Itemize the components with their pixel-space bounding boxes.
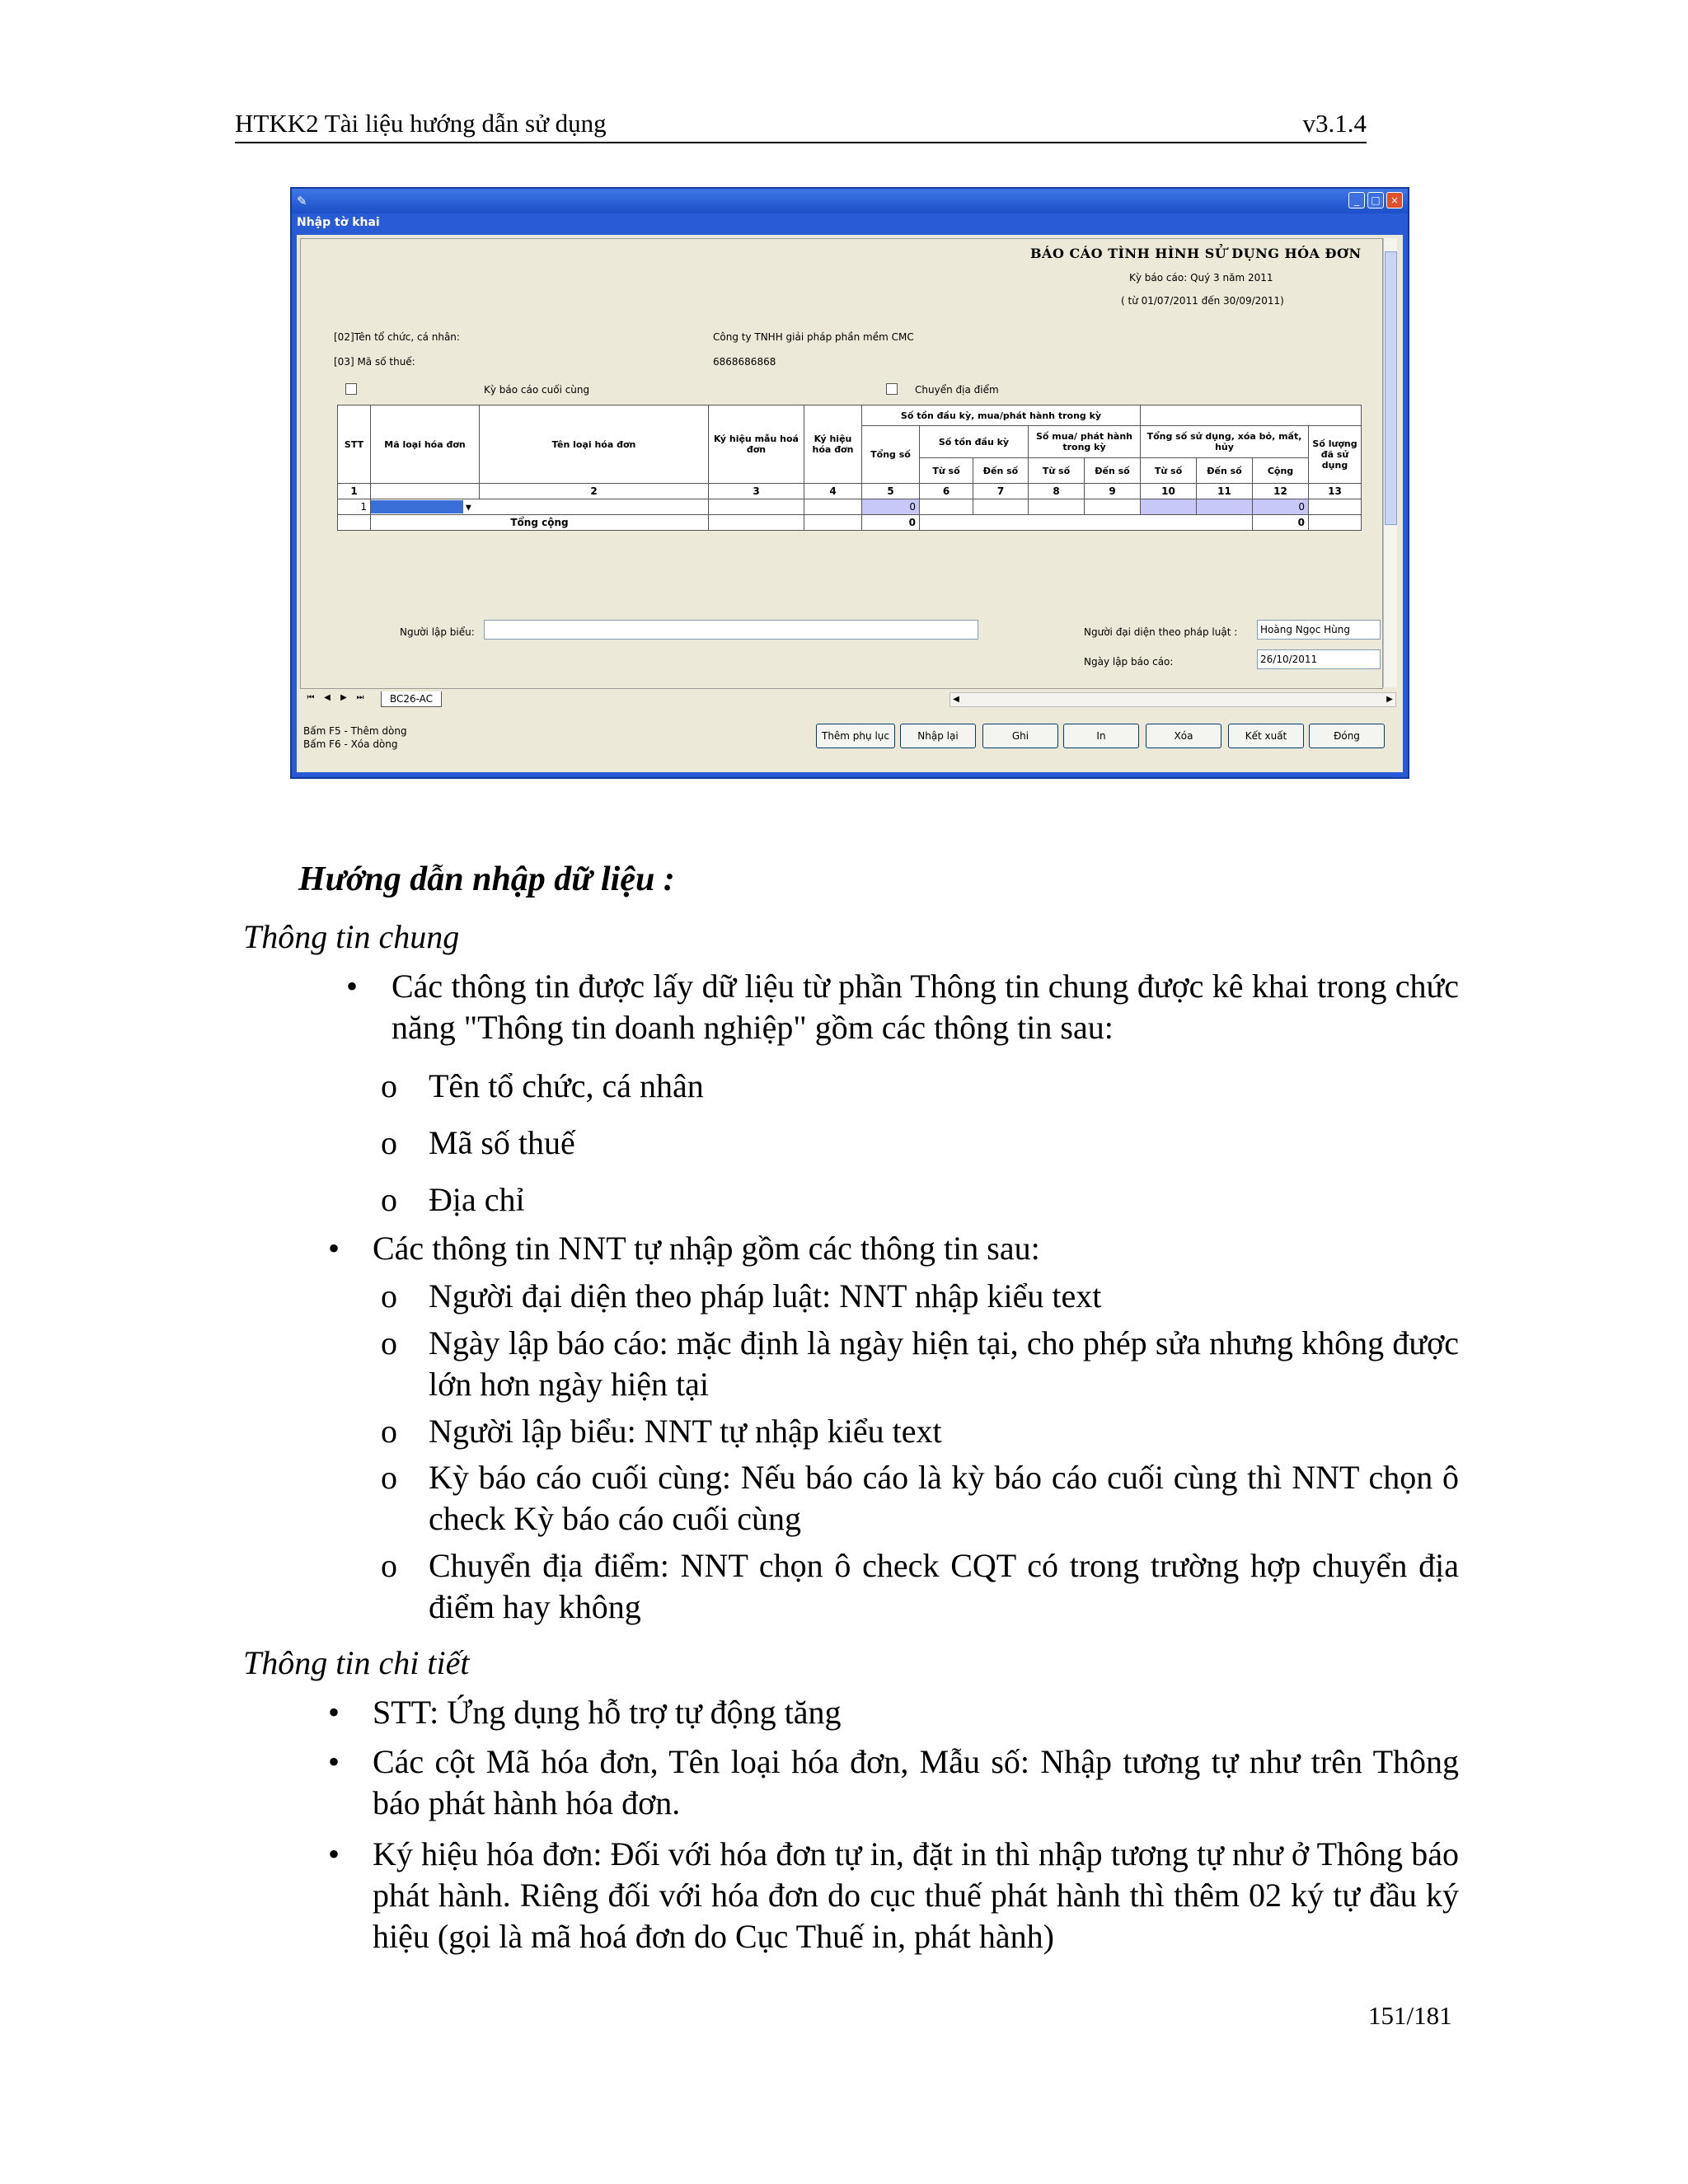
used-qty-cell[interactable]	[1309, 499, 1362, 515]
tax-label: [03] Mã số thuế:	[334, 356, 415, 368]
save-button[interactable]: Ghi	[982, 724, 1058, 748]
section-heading: Hướng dẫn nhập dữ liệu :	[298, 860, 675, 898]
col-number: 5	[862, 484, 920, 499]
circle-bullet-icon: o	[381, 1067, 397, 1104]
template-symbol-cell[interactable]	[709, 499, 804, 515]
header-total: Tổng số	[862, 426, 920, 484]
circle-bullet-icon: o	[381, 1277, 397, 1315]
list-item: Ngày lập báo cáo: mặc định là ngày hiện tại, cho phép sửa nhưng không được lớn hơn ngày hiện tại	[429, 1324, 1459, 1403]
header-to-2: Đến số	[1085, 458, 1141, 484]
representative-input[interactable]: Hoàng Ngọc Hùng	[1257, 620, 1381, 640]
report-date-label: Ngày lập báo cáo:	[1084, 656, 1174, 668]
move-location-label: Chuyển địa điểm	[915, 384, 999, 396]
scroll-right-icon[interactable]: ▶	[1386, 695, 1393, 704]
col-number: 11	[1197, 484, 1253, 499]
list-item: Các thông tin được lấy dữ liệu từ phần Thông tin chung được kê khai trong chức năng "Thông tin doanh nghiệp" gồm các thông tin sau:	[392, 968, 1459, 1046]
total-label: Tổng cộng	[371, 515, 709, 531]
app-window	[290, 187, 1409, 779]
header-opening: Số tồn đầu kỳ	[920, 426, 1029, 458]
window-body	[297, 235, 1403, 772]
col-number: 1	[338, 484, 371, 499]
list-item: Các cột Mã hóa đơn, Tên loại hóa đơn, Mẫu số: Nhập tương tự như trên Thông báo phát hành hóa đơn.	[373, 1743, 1459, 1821]
last-period-label: Kỳ báo cáo cuối cùng	[484, 384, 590, 396]
row-sum: 0	[1253, 499, 1309, 515]
header-used-qty: Số lượng đã sử dụng	[1309, 426, 1362, 484]
tax-value: 6868686868	[713, 356, 776, 368]
to-cell[interactable]	[1085, 499, 1141, 515]
header-invoice-code: Mã loại hóa đơn	[371, 405, 480, 484]
org-label: [02]Tên tổ chức, cá nhân:	[334, 331, 460, 343]
circle-bullet-icon: o	[381, 1547, 397, 1584]
header-used-total: Tổng số sử dụng, xóa bỏ, mất, hủy	[1141, 426, 1309, 458]
list-item: Tên tổ chức, cá nhân	[429, 1067, 704, 1104]
list-item: Người lập biểu: NNT tự nhập kiểu text	[429, 1413, 942, 1450]
delete-button[interactable]: Xóa	[1146, 724, 1221, 748]
close-icon[interactable]: ×	[1386, 192, 1403, 209]
prev-sheet-icon[interactable]: ◀	[324, 693, 331, 702]
export-button[interactable]: Kết xuất	[1228, 724, 1304, 748]
col-number	[371, 484, 480, 499]
move-location-checkbox[interactable]	[886, 383, 898, 395]
header-sum: Cộng	[1253, 458, 1309, 484]
invoice-code-dropdown[interactable]	[371, 499, 709, 515]
last-sheet-icon[interactable]: ⏭	[356, 693, 364, 702]
circle-bullet-icon: o	[381, 1181, 397, 1218]
next-sheet-icon[interactable]: ▶	[340, 693, 347, 702]
to-cell[interactable]	[973, 499, 1029, 515]
header-blank	[1141, 405, 1362, 426]
sheet-tab-bar	[300, 689, 1396, 709]
col-number: 13	[1309, 484, 1362, 499]
header-from-2: Từ số	[1029, 458, 1085, 484]
col-number: 12	[1253, 484, 1309, 499]
report-period: Kỳ báo cáo: Quý 3 năm 2011	[1129, 272, 1273, 284]
scroll-thumb[interactable]	[1385, 251, 1397, 525]
bullet-icon: •	[328, 1694, 340, 1731]
total-blank	[709, 515, 804, 531]
sheet-tab-bc26[interactable]: BC26-AC	[381, 691, 442, 707]
bullet-icon: •	[328, 1230, 340, 1267]
col-number: 7	[973, 484, 1029, 499]
col-number: 10	[1141, 484, 1197, 499]
chevron-down-icon[interactable]: ▼	[463, 504, 471, 513]
vertical-scrollbar[interactable]	[1383, 238, 1397, 687]
hint-add-row: Bấm F5 - Thêm dòng	[303, 725, 407, 737]
col-number: 2	[480, 484, 709, 499]
total-blank	[338, 515, 371, 531]
bullet-icon: •	[346, 968, 359, 1005]
window-title: Nhập tờ khai	[292, 213, 1408, 232]
col-number: 9	[1085, 484, 1141, 499]
hint-delete-row: Bấm F6 - Xóa dòng	[303, 738, 398, 750]
col-number: 4	[804, 484, 862, 499]
col-number: 6	[920, 484, 973, 499]
list-item: Kỳ báo cáo cuối cùng: Nếu báo cáo là kỳ báo cáo cuối cùng thì NNT chọn ô check Kỳ báo cáo cuối cùng	[429, 1459, 1459, 1537]
list-item: STT: Ứng dụng hỗ trợ tự động tăng	[373, 1694, 842, 1731]
horizontal-scrollbar[interactable]	[950, 692, 1396, 707]
first-sheet-icon[interactable]: ⏮	[307, 693, 315, 702]
used-from-cell	[1141, 499, 1197, 515]
report-date-input[interactable]: 26/10/2011	[1257, 649, 1381, 669]
header-version: v3.1.4	[1302, 109, 1367, 138]
header-from-1: Từ số	[920, 458, 973, 484]
from-cell[interactable]	[920, 499, 973, 515]
invoice-symbol-cell[interactable]	[804, 499, 862, 515]
row-stt: 1	[338, 499, 371, 515]
maximize-icon[interactable]: □	[1367, 192, 1384, 209]
header-opening-group: Số tồn đầu kỳ, mua/phát hành trong kỳ	[862, 405, 1141, 426]
list-item: Các thông tin NNT tự nhập gồm các thông tin sau:	[373, 1230, 1040, 1267]
header-invoice-name: Tên loại hóa đơn	[480, 405, 709, 484]
header-stt: STT	[338, 405, 371, 484]
total-blank	[804, 515, 862, 531]
from-cell[interactable]	[1029, 499, 1085, 515]
list-item: Chuyển địa điểm: NNT chọn ô check CQT có trong trường hợp chuyển địa điểm hay không	[429, 1547, 1459, 1625]
list-item: Người đại diện theo pháp luật: NNT nhập kiểu text	[429, 1277, 1102, 1315]
report-period-range: ( từ 01/07/2011 đến 30/09/2011)	[1121, 295, 1284, 307]
total-blank	[1309, 515, 1362, 531]
total-blank	[920, 515, 1253, 531]
print-button[interactable]: In	[1063, 724, 1139, 748]
invoice-table	[337, 405, 1362, 531]
list-item: Địa chỉ	[429, 1181, 525, 1218]
header-invoice-symbol: Ký hiệu hóa đơn	[804, 405, 862, 484]
page-header	[235, 105, 1367, 143]
col-number: 3	[709, 484, 804, 499]
bullet-icon: •	[328, 1743, 340, 1780]
report-form	[300, 238, 1383, 689]
circle-bullet-icon: o	[381, 1459, 397, 1496]
circle-bullet-icon: o	[381, 1413, 397, 1450]
window-titlebar	[292, 189, 1408, 213]
org-value: Công ty TNHH giải pháp phần mềm CMC	[713, 331, 914, 343]
header-to-3: Đến số	[1197, 458, 1253, 484]
list-item: Mã số thuế	[429, 1124, 575, 1161]
bullet-icon: •	[328, 1835, 340, 1872]
subsection-detail: Thông tin chi tiết	[243, 1644, 470, 1681]
add-appendix-button[interactable]: Thêm phụ lục	[816, 724, 895, 748]
list-item: Ký hiệu hóa đơn: Đối với hóa đơn tự in, đặt in thì nhập tương tự như ở Thông báo phát hành. Riêng đối với hóa đơn do cục thuế phát hành thì thêm 02 ký tự đầu ký hiệu (gọi là mã hoá đơn do Cục Thuế in, phát hành)	[373, 1835, 1459, 1955]
preparer-input[interactable]	[484, 620, 978, 640]
col-number: 8	[1029, 484, 1085, 499]
table-row	[338, 499, 1362, 515]
scroll-left-icon[interactable]: ◀	[953, 695, 959, 704]
header-title: HTKK2 Tài liệu hướng dẫn sử dụng	[235, 109, 607, 138]
subsection-general: Thông tin chung	[243, 918, 460, 955]
app-icon: ✎	[297, 194, 307, 209]
minimize-icon[interactable]: _	[1348, 192, 1365, 209]
header-from-3: Từ số	[1141, 458, 1197, 484]
header-template-symbol: Ký hiệu mẫu hoá đơn	[709, 405, 804, 484]
close-button[interactable]: Đóng	[1309, 724, 1385, 748]
last-period-checkbox[interactable]	[345, 383, 357, 395]
preparer-label: Người lập biểu:	[400, 626, 475, 638]
reenter-button[interactable]: Nhập lại	[900, 724, 976, 748]
total-sum: 0	[1253, 515, 1309, 531]
representative-label: Người đại diện theo pháp luật :	[1084, 626, 1238, 638]
circle-bullet-icon: o	[381, 1124, 397, 1161]
total-total: 0	[862, 515, 920, 531]
report-title: BÁO CÁO TÌNH HÌNH SỬ DỤNG HÓA ĐƠN	[1030, 246, 1362, 261]
page-number: 151/181	[1368, 2001, 1452, 2030]
header-to-1: Đến số	[973, 458, 1029, 484]
row-total: 0	[862, 499, 920, 515]
used-to-cell	[1197, 499, 1253, 515]
circle-bullet-icon: o	[381, 1324, 397, 1361]
header-purchased: Số mua/ phát hành trong kỳ	[1029, 426, 1141, 458]
